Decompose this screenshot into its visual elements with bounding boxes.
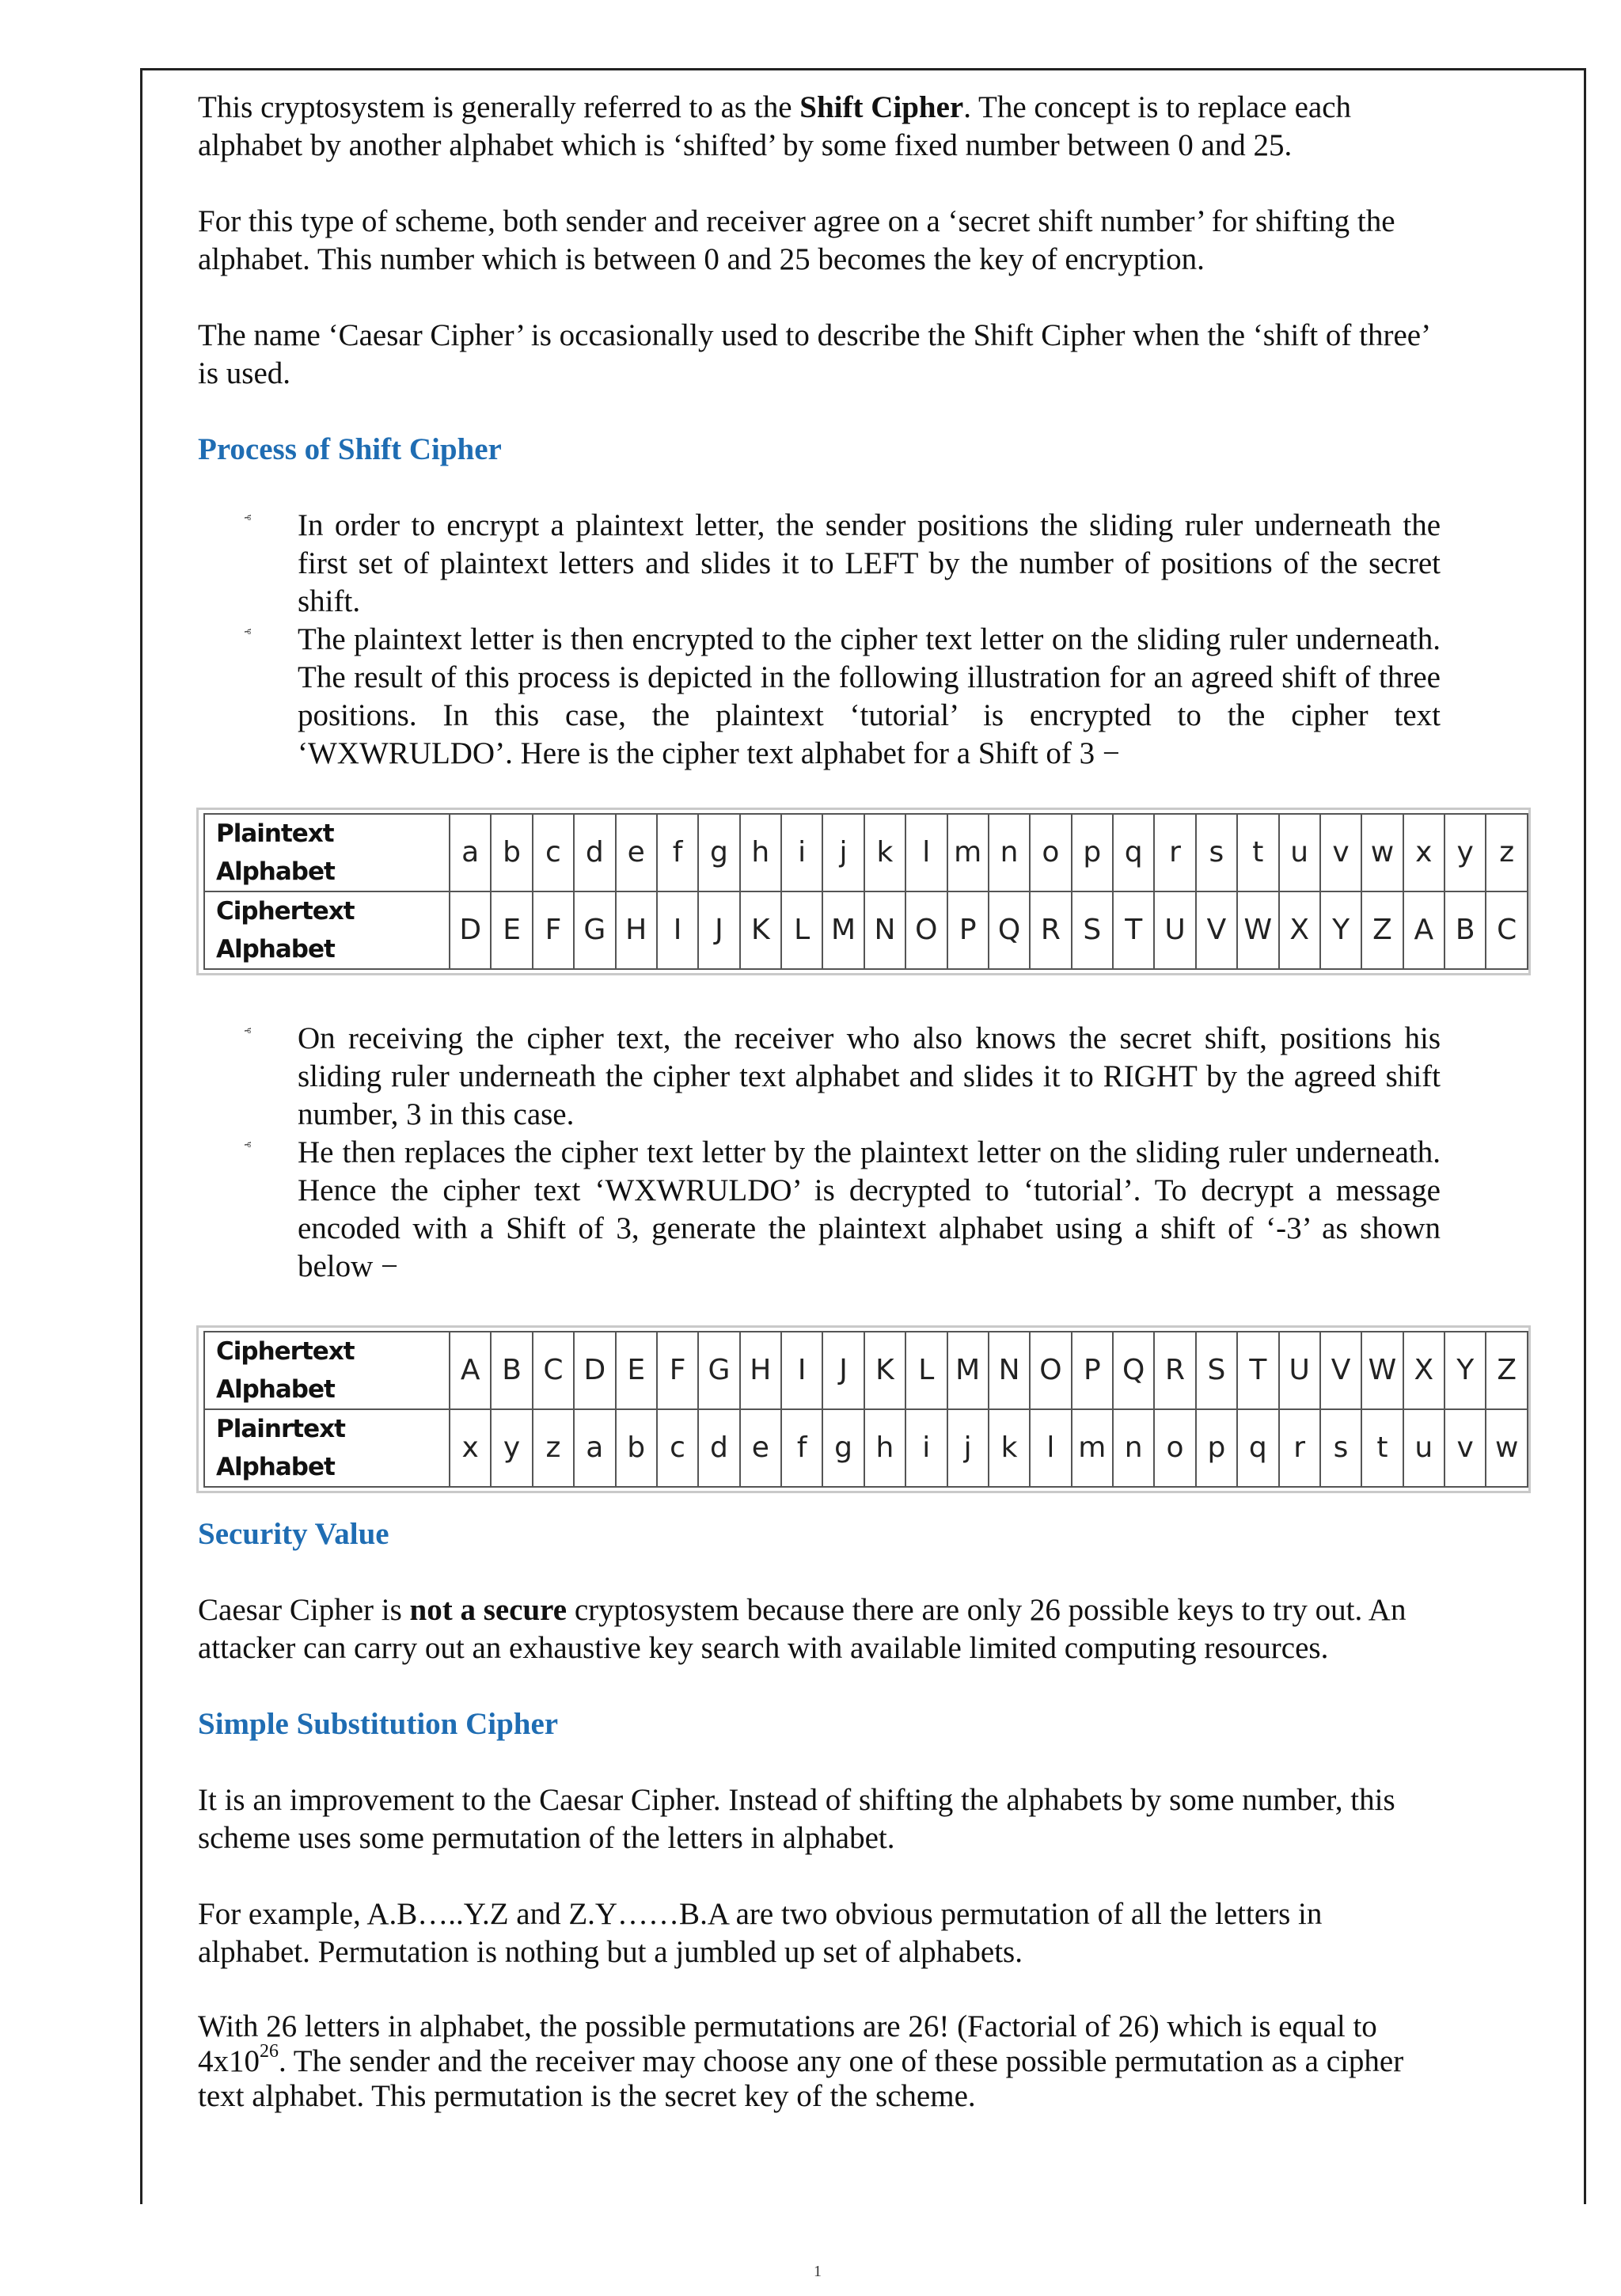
table-cell: Z [1486,1332,1528,1409]
table-cell: i [781,814,822,891]
table-cell: n [1113,1409,1154,1487]
table-cell: r [1279,1409,1320,1487]
table-cell: I [781,1332,822,1409]
table-cell: f [781,1409,822,1487]
security-paragraph [198,1591,1441,1667]
table-cell: w [1486,1409,1528,1487]
table-cell: O [1030,1332,1071,1409]
intro-text: This cryptosystem is generally referred to as the [198,90,800,124]
table-cell: y [491,1409,532,1487]
table-cell: m [947,814,989,891]
table-cell: H [740,1332,781,1409]
table-cell: N [989,1332,1030,1409]
table-cell: g [822,1409,864,1487]
table-cell: q [1237,1409,1278,1487]
table-cell: F [533,891,574,969]
table-cell: B [1444,891,1486,969]
list-item [198,507,1441,621]
table-cell: a [574,1409,615,1487]
table-cell: o [1154,1409,1195,1487]
table-cell: v [1444,1409,1486,1487]
table-cell: L [781,891,822,969]
table-cell: s [1320,1409,1361,1487]
security-text: Caesar Cipher is [198,1593,410,1627]
table-cell: h [740,814,781,891]
table-cell: q [1113,814,1154,891]
table-cell: a [450,814,491,891]
table-cell: x [1403,814,1444,891]
table-cell: K [864,1332,905,1409]
table-cell: R [1154,1332,1195,1409]
table-cell: u [1279,814,1320,891]
table-cell: F [657,1332,698,1409]
bullet-icon: Ⳡ [242,1142,253,1148]
table-cell: E [491,891,532,969]
table-cell: P [947,891,989,969]
table-cell: E [616,1332,657,1409]
table-cell: D [450,891,491,969]
table-cell: Y [1444,1332,1486,1409]
list-item-text: In order to encrypt a plaintext letter, the sender positions the sliding ruler underneath the first set of plaintext letters and slides it to LEFT by the number of positions of the secret shift. [298,508,1441,618]
table-cell: W [1237,891,1278,969]
list-item-text: The plaintext letter is then encrypted to the cipher text letter on the sliding ruler underneath. The result of this process is depicted in the following illustration for an agreed shift of three positions. In this case, the plaintext ‘tutorial’ is encrypted to the cipher text ‘WXWRULDO’. Here is the cipher text alphabet for a Shift of 3 − [298,622,1441,770]
table-cell: H [616,891,657,969]
cipher-table [203,1331,1528,1488]
table-cell: V [1320,1332,1361,1409]
list-item [198,1134,1441,1286]
document-body [198,89,1519,2152]
table-cell: b [616,1409,657,1487]
table-cell: J [698,891,739,969]
substitution-paragraph-2: For example, A.B…..Y.Z and Z.Y……B.A are two obvious permutation of all the letters in alphabet. Permutation is nothing but a jumbled up set of alphabets. [198,1897,1323,1969]
table-cell: e [616,814,657,891]
intro-paragraph-3: The name ‘Caesar Cipher’ is occasionally used to describe the Shift Cipher when the ‘shift of three’ is used. [198,318,1429,390]
table-cell: d [698,1409,739,1487]
intro-paragraph-2: For this type of scheme, both sender and receiver agree on a ‘secret shift number’ for shifting the alphabet. This number which is between 0 and 25 becomes the key of encryption. [198,204,1395,276]
row-label: Plainrtext Alphabet [204,1409,450,1487]
list-item [198,621,1441,773]
cipher-table [203,813,1528,970]
table-cell: X [1279,891,1320,969]
substitution-text: With 26 letters in alphabet, the possible permutations are 26! (Factorial of 26) which is equal to 4x10 [198,2009,1377,2078]
table-cell: r [1154,814,1195,891]
table-cell: I [657,891,698,969]
table-cell: x [450,1409,491,1487]
bullet-icon: Ⳡ [242,1028,253,1034]
table-cell: u [1403,1409,1444,1487]
list-item [198,1020,1441,1134]
table-cell: k [989,1409,1030,1487]
table-cell: k [864,814,905,891]
table-cell: f [657,814,698,891]
table-cell: M [822,891,864,969]
table-row [204,814,1528,891]
list-item-text: He then replaces the cipher text letter by the plaintext letter on the sliding ruler underneath. Hence the cipher text ‘WXWRULDO’ is decrypted to ‘tutorial’. To decrypt a message encoded with a Shift of 3, generate the plaintext alphabet using a shift of ‘-3’ as shown below − [298,1135,1441,1283]
table-cell: O [905,891,947,969]
shift-cipher-table-decrypt [196,1325,1531,1493]
table-cell: A [1403,891,1444,969]
table-cell: S [1072,891,1113,969]
table-cell: p [1196,1409,1237,1487]
table-cell: U [1279,1332,1320,1409]
table-cell: R [1030,891,1071,969]
table-cell: c [533,814,574,891]
heading-simple-substitution-cipher: Simple Substitution Cipher [198,1707,559,1741]
table-cell: A [450,1332,491,1409]
table-cell: g [698,814,739,891]
table-cell: J [822,1332,864,1409]
intro-text: . The concept is to replace each alphabet by another alphabet which is ‘shifted’ by some fixed number between 0 and 25. [198,90,1352,162]
table-cell: z [533,1409,574,1487]
table-cell: X [1403,1332,1444,1409]
table-cell: Z [1361,891,1403,969]
table-row [204,1409,1528,1487]
table-cell: L [905,1332,947,1409]
not-secure-term: not a secure [409,1593,568,1627]
table-cell: P [1072,1332,1113,1409]
table-cell: y [1444,814,1486,891]
table-cell: h [864,1409,905,1487]
table-cell: l [905,814,947,891]
table-cell: G [574,891,615,969]
heading-security-value: Security Value [198,1517,389,1551]
table-cell: N [864,891,905,969]
bullet-icon: Ⳡ [242,629,253,635]
table-cell: d [574,814,615,891]
shift-cipher-term: Shift Cipher [799,90,964,124]
table-cell: M [947,1332,989,1409]
table-cell: e [740,1409,781,1487]
row-label: Ciphertext Alphabet [204,1332,450,1409]
table-cell: o [1030,814,1071,891]
table-cell: D [574,1332,615,1409]
table-cell: K [740,891,781,969]
table-row [204,891,1528,969]
table-cell: j [947,1409,989,1487]
row-label: Plaintext Alphabet [204,814,450,891]
table-cell: U [1154,891,1195,969]
table-cell: V [1196,891,1237,969]
table-cell: W [1361,1332,1403,1409]
table-cell: Y [1320,891,1361,969]
table-cell: C [1486,891,1528,969]
table-cell: m [1072,1409,1113,1487]
table-cell: T [1237,1332,1278,1409]
table-cell: p [1072,814,1113,891]
table-cell: S [1196,1332,1237,1409]
table-cell: c [657,1409,698,1487]
table-cell: w [1361,814,1403,891]
substitution-text: . The sender and the receiver may choose any one of these possible permutation as a cipher text alphabet. This permutation is the secret key of the scheme. [198,2044,1404,2113]
bullet-icon: Ⳡ [242,515,253,521]
table-row [204,1332,1528,1409]
table-cell: t [1237,814,1278,891]
table-cell: z [1486,814,1528,891]
table-cell: b [491,814,532,891]
table-cell: s [1196,814,1237,891]
substitution-paragraph-1: It is an improvement to the Caesar Cipher. Instead of shifting the alphabets by some number, this scheme uses some permutation of the letters in alphabet. [198,1783,1395,1855]
exponent: 26 [260,2041,279,2062]
intro-paragraph-1 [198,89,1441,165]
security-text: cryptosystem because there are only 26 possible keys to try out. An attacker can carry out an exhaustive key search with available limited computing resources. [198,1593,1407,1665]
table-cell: j [822,814,864,891]
table-cell: Q [1113,1332,1154,1409]
substitution-paragraph-3 [198,2009,1441,2114]
table-cell: B [491,1332,532,1409]
table-cell: T [1113,891,1154,969]
list-item-text: On receiving the cipher text, the receiver who also knows the secret shift, positions his sliding ruler underneath the cipher text alphabet and slides it to RIGHT by the agreed shift number, 3 in this case. [298,1021,1441,1131]
table-cell: v [1320,814,1361,891]
shift-cipher-table-encrypt [196,808,1531,975]
table-cell: n [989,814,1030,891]
table-cell: Q [989,891,1030,969]
table-cell: G [698,1332,739,1409]
table-cell: l [1030,1409,1071,1487]
row-label: Ciphertext Alphabet [204,891,450,969]
table-cell: i [905,1409,947,1487]
encrypt-steps-list [198,507,1441,773]
heading-process-of-shift-cipher: Process of Shift Cipher [198,432,502,466]
table-cell: t [1361,1409,1403,1487]
page-number: 1 [814,2263,822,2280]
decrypt-steps-list [198,1020,1441,1286]
table-cell: C [533,1332,574,1409]
